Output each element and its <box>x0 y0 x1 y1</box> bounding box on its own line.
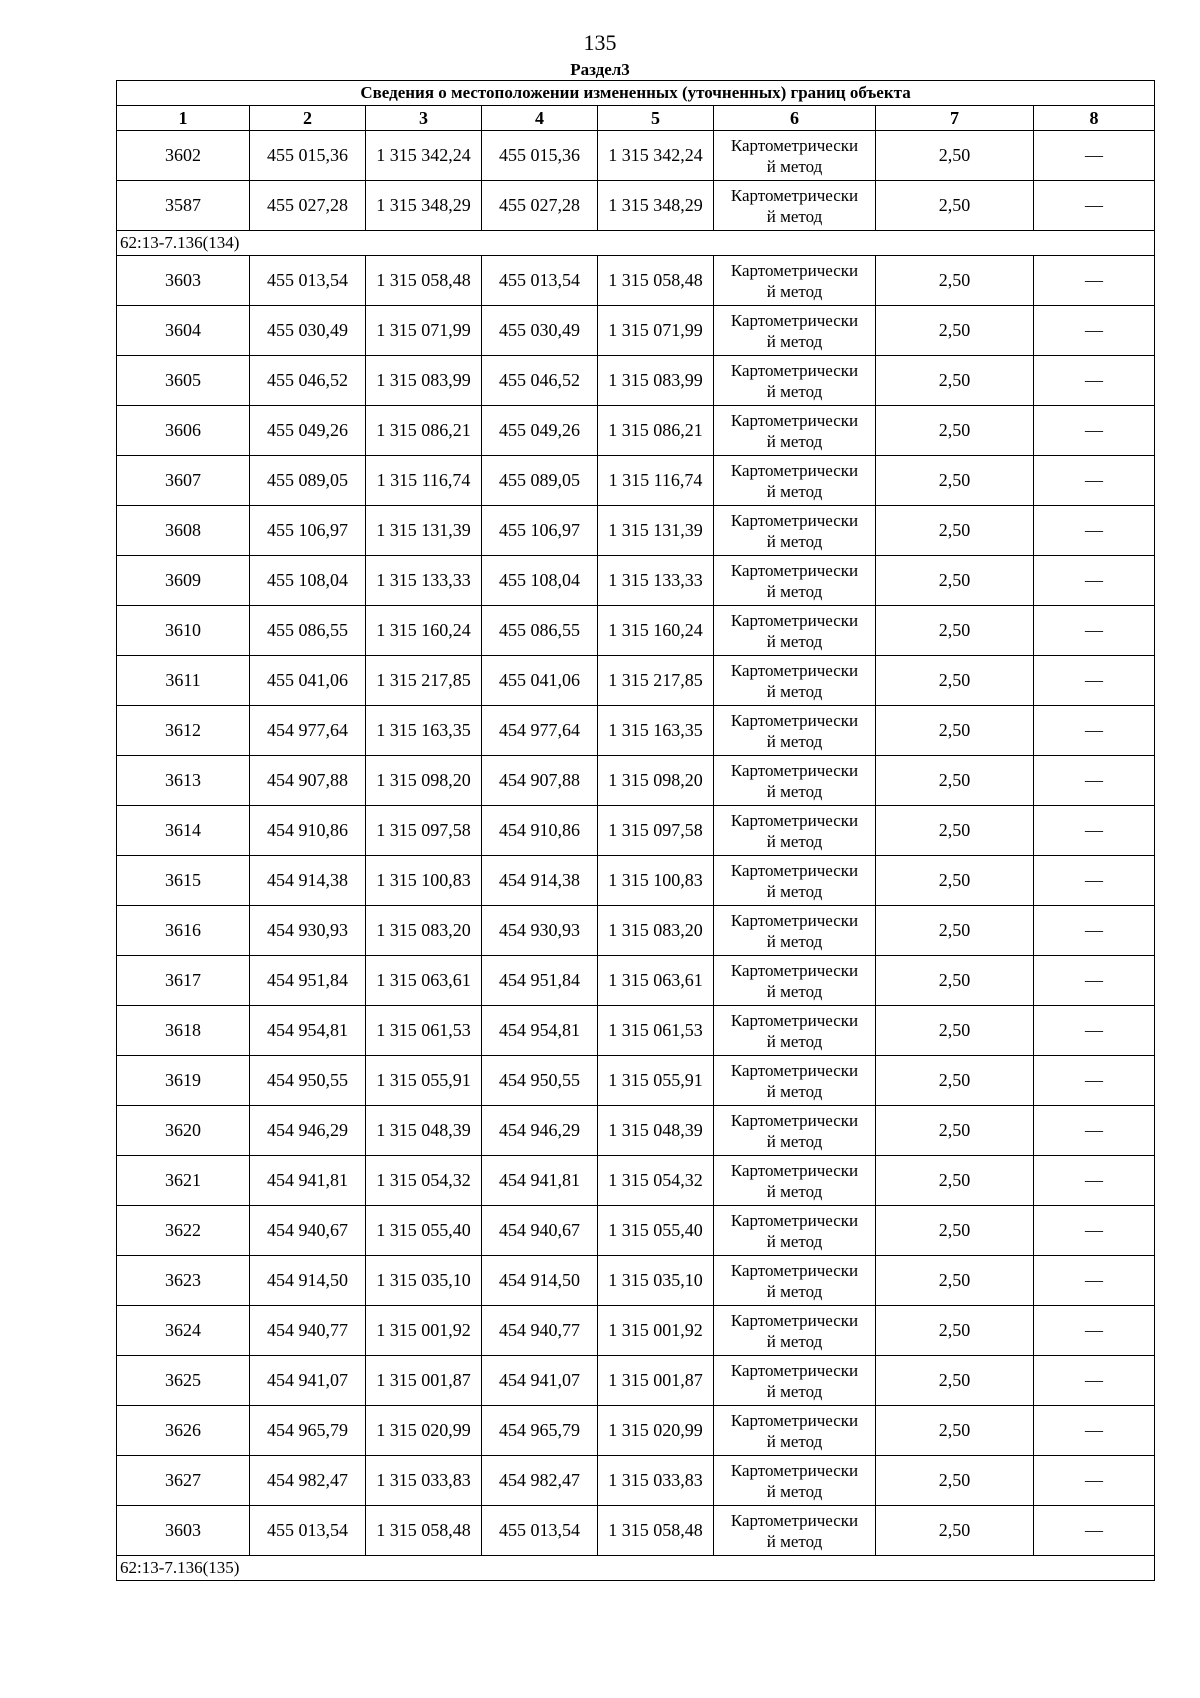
table-cell: 455 086,55 <box>482 606 598 656</box>
table-cell: 1 315 083,99 <box>366 356 482 406</box>
table-cell: 1 315 033,83 <box>598 1456 714 1506</box>
table-cell: — <box>1034 256 1155 306</box>
table-cell: 1 315 061,53 <box>366 1006 482 1056</box>
table-cell: 455 015,36 <box>250 131 366 181</box>
page-number: 135 <box>583 30 617 55</box>
table-row <box>117 906 1155 956</box>
table-cell: 455 089,05 <box>482 456 598 506</box>
table-row <box>117 456 1155 506</box>
table-cell: — <box>1034 806 1155 856</box>
column-number: 4 <box>482 106 598 131</box>
table-cell: 455 015,36 <box>482 131 598 181</box>
table-cell: 454 954,81 <box>482 1006 598 1056</box>
table-row <box>117 1106 1155 1156</box>
table-cell: 2,50 <box>876 1356 1034 1406</box>
table-cell: 454 910,86 <box>482 806 598 856</box>
table-cell: 1 315 001,87 <box>366 1356 482 1406</box>
table-cell: Картометрически й метод <box>714 556 876 606</box>
table-cell: 1 315 071,99 <box>598 306 714 356</box>
table-cell: 1 315 100,83 <box>366 856 482 906</box>
table-cell: 454 951,84 <box>250 956 366 1006</box>
table-cell: 1 315 097,58 <box>598 806 714 856</box>
table-cell: — <box>1034 1506 1155 1556</box>
table-cell: — <box>1034 1056 1155 1106</box>
table-cell: 455 106,97 <box>250 506 366 556</box>
table-cell: 2,50 <box>876 1106 1034 1156</box>
table-cell: 455 013,54 <box>482 256 598 306</box>
table-row <box>117 1156 1155 1206</box>
table-cell: — <box>1034 506 1155 556</box>
table-cell: Картометрически й метод <box>714 1506 876 1556</box>
table-cell: Картометрически й метод <box>714 181 876 231</box>
table-cell: 454 914,50 <box>250 1256 366 1306</box>
table-row <box>117 1256 1155 1306</box>
table-cell: 1 315 098,20 <box>598 756 714 806</box>
table-cell: 1 315 033,83 <box>366 1456 482 1506</box>
table-cell: 1 315 342,24 <box>366 131 482 181</box>
table-cell: 455 013,54 <box>482 1506 598 1556</box>
table-body <box>117 131 1155 1581</box>
table-cell: — <box>1034 406 1155 456</box>
table-cell: 1 315 160,24 <box>598 606 714 656</box>
table-cell: 454 950,55 <box>482 1056 598 1106</box>
table-cell: 1 315 054,32 <box>598 1156 714 1206</box>
table-cell: 3627 <box>117 1456 250 1506</box>
table-cell: Картометрически й метод <box>714 1156 876 1206</box>
table-cell: 2,50 <box>876 1256 1034 1306</box>
table-cell: 3626 <box>117 1406 250 1456</box>
table-cell: 455 086,55 <box>250 606 366 656</box>
table-cell: 2,50 <box>876 406 1034 456</box>
coordinates-table <box>116 80 1155 1581</box>
table-cell: 3605 <box>117 356 250 406</box>
table-cell: 1 315 116,74 <box>598 456 714 506</box>
table-cell: 454 941,81 <box>250 1156 366 1206</box>
table-cell: — <box>1034 856 1155 906</box>
table-cell: 454 982,47 <box>250 1456 366 1506</box>
table-cell: Картометрически й метод <box>714 656 876 706</box>
table-cell: — <box>1034 1156 1155 1206</box>
table-cell: 1 315 348,29 <box>366 181 482 231</box>
table-cell: Картометрически й метод <box>714 1456 876 1506</box>
table-cell: 1 315 020,99 <box>366 1406 482 1456</box>
table-cell: — <box>1034 556 1155 606</box>
table-cell: 454 914,50 <box>482 1256 598 1306</box>
table-cell: 455 013,54 <box>250 1506 366 1556</box>
group-row <box>117 1556 1155 1581</box>
table-cell: 454 965,79 <box>250 1406 366 1456</box>
table-cell: 454 977,64 <box>250 706 366 756</box>
table-cell: 455 046,52 <box>250 356 366 406</box>
table-cell: 3602 <box>117 131 250 181</box>
table-cell: 2,50 <box>876 906 1034 956</box>
table-cell: — <box>1034 456 1155 506</box>
column-number-row <box>117 106 1155 131</box>
table-cell: 2,50 <box>876 956 1034 1006</box>
table-cell: 1 315 100,83 <box>598 856 714 906</box>
table-cell: 2,50 <box>876 456 1034 506</box>
table-cell: 1 315 131,39 <box>366 506 482 556</box>
table-cell: 3624 <box>117 1306 250 1356</box>
table-cell: 2,50 <box>876 806 1034 856</box>
table-cell: 3611 <box>117 656 250 706</box>
table-cell: 3618 <box>117 1006 250 1056</box>
table-cell: — <box>1034 1106 1155 1156</box>
table-cell: 1 315 116,74 <box>366 456 482 506</box>
table-cell: 3619 <box>117 1056 250 1106</box>
table-cell: 1 315 163,35 <box>366 706 482 756</box>
table-row <box>117 606 1155 656</box>
table-cell: 455 027,28 <box>250 181 366 231</box>
table-cell: Картометрически й метод <box>714 806 876 856</box>
table-cell: 1 315 058,48 <box>598 256 714 306</box>
table-cell: 1 315 058,48 <box>366 256 482 306</box>
table-cell: Картометрически й метод <box>714 506 876 556</box>
table-cell: 455 049,26 <box>250 406 366 456</box>
table-cell: Картометрически й метод <box>714 131 876 181</box>
table-row <box>117 306 1155 356</box>
table-cell: 2,50 <box>876 1156 1034 1206</box>
column-number: 7 <box>876 106 1034 131</box>
table-cell: — <box>1034 906 1155 956</box>
table-cell: 2,50 <box>876 506 1034 556</box>
table-cell: Картометрически й метод <box>714 1306 876 1356</box>
table-cell: 1 315 035,10 <box>598 1256 714 1306</box>
table-cell: 454 914,38 <box>482 856 598 906</box>
table-cell: Картометрически й метод <box>714 1056 876 1106</box>
table-cell: 2,50 <box>876 756 1034 806</box>
table-cell: 454 982,47 <box>482 1456 598 1506</box>
table-cell: 3613 <box>117 756 250 806</box>
table-cell: 454 914,38 <box>250 856 366 906</box>
table-row <box>117 1306 1155 1356</box>
table-cell: — <box>1034 1406 1155 1456</box>
table-cell: 2,50 <box>876 181 1034 231</box>
table-row <box>117 181 1155 231</box>
table-cell: Картометрически й метод <box>714 1006 876 1056</box>
table-cell: Картометрически й метод <box>714 1406 876 1456</box>
table-cell: 1 315 001,92 <box>598 1306 714 1356</box>
table-cell: 454 940,77 <box>482 1306 598 1356</box>
table-cell: 3587 <box>117 181 250 231</box>
table-cell: Картометрически й метод <box>714 756 876 806</box>
table-cell: 1 315 131,39 <box>598 506 714 556</box>
table-cell: — <box>1034 606 1155 656</box>
table-cell: 455 013,54 <box>250 256 366 306</box>
table-cell: Картометрически й метод <box>714 456 876 506</box>
table-cell: 1 315 058,48 <box>366 1506 482 1556</box>
table-caption: Сведения о местоположении измененных (уточненных) границ объекта <box>117 81 1155 106</box>
table-cell: Картометрически й метод <box>714 306 876 356</box>
table-cell: 3608 <box>117 506 250 556</box>
table-cell: 2,50 <box>876 131 1034 181</box>
column-number: 2 <box>250 106 366 131</box>
table-cell: Картометрически й метод <box>714 906 876 956</box>
table-cell: 454 940,67 <box>250 1206 366 1256</box>
table-cell: 3617 <box>117 956 250 1006</box>
table-cell: 2,50 <box>876 856 1034 906</box>
table-cell: — <box>1034 1206 1155 1256</box>
table-cell: 454 910,86 <box>250 806 366 856</box>
table-cell: 1 315 083,20 <box>598 906 714 956</box>
table-cell: 1 315 055,91 <box>598 1056 714 1106</box>
table-cell: 2,50 <box>876 1006 1034 1056</box>
table-cell: 1 315 086,21 <box>598 406 714 456</box>
table-cell: — <box>1034 131 1155 181</box>
table-cell: 455 041,06 <box>250 656 366 706</box>
table-cell: 3625 <box>117 1356 250 1406</box>
table-cell: 454 940,77 <box>250 1306 366 1356</box>
column-number: 6 <box>714 106 876 131</box>
table-cell: 2,50 <box>876 306 1034 356</box>
table-cell: Картометрически й метод <box>714 706 876 756</box>
table-cell: 1 315 054,32 <box>366 1156 482 1206</box>
table-cell: 3603 <box>117 1506 250 1556</box>
table-row <box>117 556 1155 606</box>
table-cell: 454 954,81 <box>250 1006 366 1056</box>
table-cell: 1 315 001,87 <box>598 1356 714 1406</box>
table-cell: 1 315 348,29 <box>598 181 714 231</box>
table-cell: Картометрически й метод <box>714 606 876 656</box>
table-cell: 1 315 001,92 <box>366 1306 482 1356</box>
table-cell: 1 315 083,99 <box>598 356 714 406</box>
table-cell: 1 315 133,33 <box>366 556 482 606</box>
table-cell: 2,50 <box>876 1056 1034 1106</box>
group-label: 62:13-7.136(135) <box>117 1556 1155 1581</box>
table-row <box>117 656 1155 706</box>
table-cell: 1 315 083,20 <box>366 906 482 956</box>
table-row <box>117 1206 1155 1256</box>
table-cell: 454 946,29 <box>250 1106 366 1156</box>
table-cell: — <box>1034 1006 1155 1056</box>
table-cell: 454 940,67 <box>482 1206 598 1256</box>
table-cell: 455 049,26 <box>482 406 598 456</box>
table-cell: 1 315 055,91 <box>366 1056 482 1106</box>
table-cell: 1 315 098,20 <box>366 756 482 806</box>
table-cell: 2,50 <box>876 706 1034 756</box>
table-cell: 2,50 <box>876 606 1034 656</box>
table-cell: 1 315 058,48 <box>598 1506 714 1556</box>
table-cell: 1 315 055,40 <box>366 1206 482 1256</box>
table-cell: 3603 <box>117 256 250 306</box>
table-cell: 455 030,49 <box>250 306 366 356</box>
table-cell: 3610 <box>117 606 250 656</box>
table-row <box>117 856 1155 906</box>
table-cell: 3609 <box>117 556 250 606</box>
table-row <box>117 1456 1155 1506</box>
table-cell: 454 950,55 <box>250 1056 366 1106</box>
table-cell: 454 930,93 <box>250 906 366 956</box>
table-cell: 3623 <box>117 1256 250 1306</box>
table-row <box>117 1506 1155 1556</box>
table-cell: 2,50 <box>876 1206 1034 1256</box>
table-row <box>117 506 1155 556</box>
table-cell: 3607 <box>117 456 250 506</box>
table-cell: Картометрически й метод <box>714 856 876 906</box>
table-cell: — <box>1034 1456 1155 1506</box>
table-cell: 1 315 020,99 <box>598 1406 714 1456</box>
table-cell: 454 941,07 <box>482 1356 598 1406</box>
table-cell: 1 315 097,58 <box>366 806 482 856</box>
table-cell: 1 315 035,10 <box>366 1256 482 1306</box>
table-row <box>117 956 1155 1006</box>
table-cell: 1 315 061,53 <box>598 1006 714 1056</box>
table-cell: Картометрически й метод <box>714 1106 876 1156</box>
table-cell: 454 930,93 <box>482 906 598 956</box>
table-cell: 3620 <box>117 1106 250 1156</box>
table-cell: 1 315 071,99 <box>366 306 482 356</box>
table-cell: 454 907,88 <box>482 756 598 806</box>
table-row <box>117 131 1155 181</box>
table-cell: Картометрически й метод <box>714 356 876 406</box>
table-cell: 1 315 055,40 <box>598 1206 714 1256</box>
table-row <box>117 1356 1155 1406</box>
table-cell: 2,50 <box>876 1506 1034 1556</box>
table-cell: — <box>1034 706 1155 756</box>
table-cell: 454 941,07 <box>250 1356 366 1406</box>
group-label: 62:13-7.136(134) <box>117 231 1155 256</box>
table-cell: — <box>1034 181 1155 231</box>
table-cell: 1 315 217,85 <box>366 656 482 706</box>
table-cell: 2,50 <box>876 1306 1034 1356</box>
table-cell: 3616 <box>117 906 250 956</box>
column-number: 8 <box>1034 106 1155 131</box>
table-cell: 1 315 048,39 <box>598 1106 714 1156</box>
table-cell: 1 315 086,21 <box>366 406 482 456</box>
table-cell: 3621 <box>117 1156 250 1206</box>
table-cell: 3614 <box>117 806 250 856</box>
table-cell: 3612 <box>117 706 250 756</box>
column-number: 3 <box>366 106 482 131</box>
table-cell: 2,50 <box>876 656 1034 706</box>
table-row <box>117 1406 1155 1456</box>
table-cell: — <box>1034 356 1155 406</box>
table-cell: 455 027,28 <box>482 181 598 231</box>
table-cell: Картометрически й метод <box>714 1206 876 1256</box>
table-cell: — <box>1034 306 1155 356</box>
table-cell: — <box>1034 1256 1155 1306</box>
table-cell: 3615 <box>117 856 250 906</box>
table-cell: 454 907,88 <box>250 756 366 806</box>
table-cell: 2,50 <box>876 1406 1034 1456</box>
group-row <box>117 231 1155 256</box>
table-cell: 1 315 217,85 <box>598 656 714 706</box>
table-row <box>117 1006 1155 1056</box>
table-cell: Картометрически й метод <box>714 956 876 1006</box>
table-cell: — <box>1034 1356 1155 1406</box>
table-cell: 2,50 <box>876 556 1034 606</box>
table-cell: 1 315 048,39 <box>366 1106 482 1156</box>
table-cell: 2,50 <box>876 1456 1034 1506</box>
table-row <box>117 356 1155 406</box>
table-caption-row <box>117 81 1155 106</box>
table-cell: 455 030,49 <box>482 306 598 356</box>
column-number: 5 <box>598 106 714 131</box>
table-cell: 454 965,79 <box>482 1406 598 1456</box>
table-cell: 455 106,97 <box>482 506 598 556</box>
table-cell: Картометрически й метод <box>714 1256 876 1306</box>
table-cell: 1 315 063,61 <box>598 956 714 1006</box>
table-cell: 1 315 163,35 <box>598 706 714 756</box>
table-cell: 3604 <box>117 306 250 356</box>
table-row <box>117 756 1155 806</box>
table-row <box>117 706 1155 756</box>
table-cell: — <box>1034 1306 1155 1356</box>
table-cell: 1 315 063,61 <box>366 956 482 1006</box>
table-cell: Картометрически й метод <box>714 256 876 306</box>
section-title: Раздел3 <box>570 60 630 79</box>
table-cell: — <box>1034 656 1155 706</box>
table-cell: 2,50 <box>876 356 1034 406</box>
table-cell: 454 941,81 <box>482 1156 598 1206</box>
table-cell: 3606 <box>117 406 250 456</box>
table-cell: 455 041,06 <box>482 656 598 706</box>
table-row <box>117 256 1155 306</box>
table-cell: 454 977,64 <box>482 706 598 756</box>
table-cell: 2,50 <box>876 256 1034 306</box>
table-cell: 1 315 160,24 <box>366 606 482 656</box>
table-cell: 3622 <box>117 1206 250 1256</box>
table-cell: 455 089,05 <box>250 456 366 506</box>
table-cell: 454 946,29 <box>482 1106 598 1156</box>
table-cell: 454 951,84 <box>482 956 598 1006</box>
table-cell: 455 108,04 <box>250 556 366 606</box>
table-cell: — <box>1034 956 1155 1006</box>
table-row <box>117 806 1155 856</box>
table-row <box>117 1056 1155 1106</box>
table-cell: Картометрически й метод <box>714 1356 876 1406</box>
table-cell: — <box>1034 756 1155 806</box>
table-cell: 1 315 342,24 <box>598 131 714 181</box>
table-row <box>117 406 1155 456</box>
table-cell: 1 315 133,33 <box>598 556 714 606</box>
column-number: 1 <box>117 106 250 131</box>
table-cell: 455 108,04 <box>482 556 598 606</box>
table-cell: 455 046,52 <box>482 356 598 406</box>
table-cell: Картометрически й метод <box>714 406 876 456</box>
